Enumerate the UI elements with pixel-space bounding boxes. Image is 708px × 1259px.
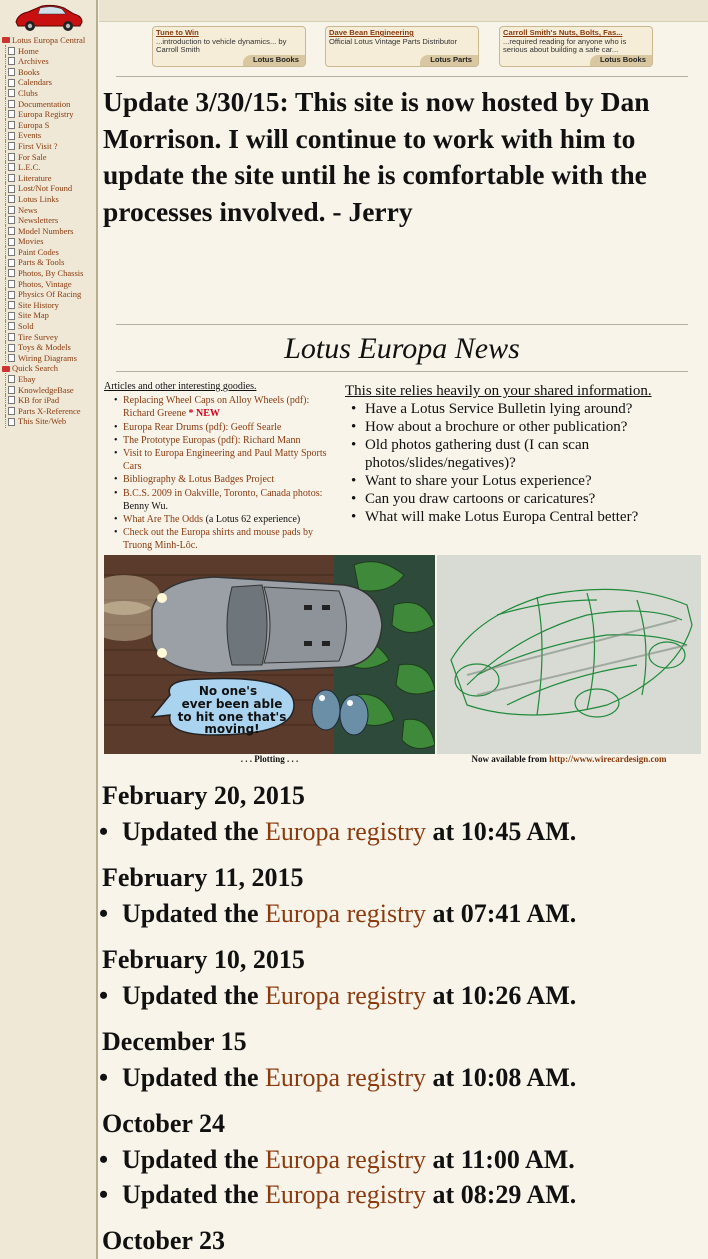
ad-dave-bean-engineering[interactable] — [325, 26, 479, 67]
document-icon — [8, 132, 15, 140]
document-icon — [8, 227, 15, 235]
articles-list — [104, 394, 334, 552]
document-icon — [8, 333, 15, 341]
document-icon — [8, 312, 15, 320]
document-icon — [8, 185, 15, 193]
shared-info-item: • Can you draw cartoons or caricatures? — [345, 490, 700, 508]
sidebar-item[interactable]: Site History — [2, 300, 98, 311]
site-tree — [2, 35, 98, 427]
update-date: February 10, 2015 — [102, 945, 305, 974]
document-icon — [8, 280, 15, 288]
ad-tune-to-win[interactable] — [152, 26, 306, 67]
europa-registry-link[interactable]: Europa registry — [265, 817, 427, 846]
ad-title[interactable]: Carroll Smith's Nuts, Bolts, Fas... — [503, 28, 623, 37]
sidebar-item[interactable]: Events — [2, 130, 98, 141]
spacer — [102, 849, 702, 860]
sidebar-item[interactable]: Clubs — [2, 88, 98, 99]
sidebar-item[interactable]: KB for iPad — [2, 395, 98, 406]
sidebar-item[interactable]: Paint Codes — [2, 247, 98, 258]
document-icon — [8, 163, 15, 171]
spacer — [102, 1212, 702, 1223]
sidebar-item[interactable]: Literature — [2, 173, 98, 184]
europa-registry-link[interactable]: Europa registry — [265, 899, 427, 928]
update-item: • Updated the Europa registry at 10:26 AM. — [102, 978, 702, 1013]
divider — [116, 324, 688, 325]
article-link[interactable]: The Prototype Europas (pdf): Richard Mann — [123, 434, 301, 446]
shared-info-list — [345, 400, 700, 526]
updates-section — [102, 778, 702, 1259]
document-icon — [8, 121, 15, 129]
sidebar-item[interactable]: Archives — [2, 56, 98, 67]
update-item: • Updated the Europa registry at 07:41 AM. — [102, 896, 702, 931]
folder-icon — [2, 366, 10, 372]
update-headline: Update 3/30/15: This site is now hosted by Dan Morrison. I will continue to work with him to update the site until he is comfortable with the processes involved. - Jerry — [103, 86, 650, 227]
europa-registry-link[interactable]: Europa registry — [265, 981, 427, 1010]
sidebar-item[interactable]: Tire Survey — [2, 332, 98, 343]
plotting-cartoon-image — [104, 555, 435, 754]
europa-registry-link[interactable]: Europa registry — [265, 1063, 427, 1092]
document-icon — [8, 269, 15, 277]
document-icon — [8, 248, 15, 256]
sidebar-item[interactable]: Model Numbers — [2, 226, 98, 237]
document-icon — [8, 396, 15, 404]
sidebar-item[interactable]: Sold — [2, 321, 98, 332]
article-item[interactable] — [104, 526, 334, 552]
article-item[interactable] — [104, 513, 334, 526]
europa-registry-link[interactable]: Europa registry — [265, 1180, 427, 1209]
ad-title[interactable]: Tune to Win — [156, 28, 199, 37]
document-icon — [8, 100, 15, 108]
bubble-line: No one's — [198, 684, 258, 698]
lotus-car-logo[interactable] — [12, 2, 84, 32]
caption-plotting: . . . Plotting . . . — [240, 754, 299, 764]
update-item: • Updated the Europa registry at 10:08 AM. — [102, 1060, 702, 1095]
sidebar-item[interactable]: Lotus Links — [2, 194, 98, 205]
top-bar — [99, 0, 708, 22]
article-item[interactable] — [104, 421, 334, 434]
sidebar-item[interactable]: Europa S — [2, 120, 98, 131]
document-icon — [8, 291, 15, 299]
sidebar-item[interactable]: Movies — [2, 236, 98, 247]
europa-registry-link[interactable]: Europa registry — [265, 1145, 427, 1174]
wire-car-sculpture-image — [437, 555, 701, 754]
sidebar-item[interactable]: L.E.C. — [2, 162, 98, 173]
ad-description: ...introduction to vehicle dynamics... by Carroll Smith — [156, 36, 287, 55]
update-date: February 20, 2015 — [102, 781, 305, 810]
ad-tag: Lotus Parts — [420, 55, 478, 66]
update-date: October 23 — [102, 1226, 225, 1255]
document-icon — [8, 216, 15, 224]
document-icon — [8, 195, 15, 203]
document-icon — [8, 110, 15, 118]
europa-car-topview — [152, 577, 382, 673]
document-icon — [8, 57, 15, 65]
article-link[interactable]: Europa Rear Drums (pdf): Geoff Searle — [123, 421, 282, 433]
sidebar-item[interactable]: Europa Registry — [2, 109, 98, 120]
update-date: February 11, 2015 — [102, 863, 304, 892]
sidebar-item[interactable]: This Site/Web — [2, 416, 98, 427]
shared-info-item: • Want to share your Lotus experience? — [345, 472, 700, 490]
sidebar-item[interactable]: News — [2, 205, 98, 216]
sidebar-item[interactable]: Parts & Tools — [2, 257, 98, 268]
ad-description: ...required reading for anyone who is serious about building a safe car... — [503, 36, 627, 55]
document-icon — [8, 142, 15, 150]
ad-nuts-bolts[interactable] — [499, 26, 653, 67]
caption-wirecar: Now available from http://www.wirecardesign.com — [471, 754, 667, 764]
ad-tag: Lotus Books — [590, 55, 652, 66]
folder-icon — [2, 37, 10, 43]
tree-root-quick-search[interactable]: Quick Search — [2, 363, 98, 374]
article-link[interactable]: B.C.S. 2009 in Oakville, Toronto, Canada photos: — [123, 487, 323, 499]
document-icon — [8, 89, 15, 97]
sidebar-item[interactable]: Site Map — [2, 310, 98, 321]
tree-root-lotus-europa-central[interactable]: Lotus Europa Central — [2, 35, 98, 46]
sidebar-item[interactable]: Books — [2, 67, 98, 78]
document-icon — [8, 259, 15, 267]
document-icon — [8, 47, 15, 55]
document-icon — [8, 386, 15, 394]
sidebar-item[interactable]: Documentation — [2, 99, 98, 110]
sidebar-item[interactable]: Ebay — [2, 374, 98, 385]
document-icon — [8, 238, 15, 246]
update-date: December 15 — [102, 1027, 247, 1056]
sidebar-item[interactable]: Calendars — [2, 77, 98, 88]
document-icon — [8, 375, 15, 383]
update-item: • Updated the Europa registry at 10:45 AM. — [102, 814, 702, 849]
article-link[interactable]: Check out the Europa shirts and mouse pads by Truong Minh-Lôc. — [123, 527, 313, 552]
article-link[interactable]: Bibliography & Lotus Badges Project — [123, 474, 275, 486]
document-icon — [8, 407, 15, 415]
spacer — [102, 1013, 702, 1024]
spacer — [102, 1095, 702, 1106]
articles-section — [104, 380, 334, 553]
document-icon — [8, 418, 15, 426]
shared-info-item: • How about a brochure or other publication? — [345, 418, 700, 436]
document-icon — [8, 153, 15, 161]
update-item: • Updated the Europa registry at 11:00 AM. — [102, 1142, 702, 1177]
ad-tag: Lotus Books — [243, 55, 305, 66]
document-icon — [8, 68, 15, 76]
article-item[interactable] — [104, 394, 334, 420]
ad-description: Official Lotus Vintage Parts Distributor — [329, 36, 458, 46]
news-heading: Lotus Europa News — [284, 332, 520, 365]
document-icon — [8, 322, 15, 330]
sidebar-item[interactable]: For Sale — [2, 152, 98, 163]
update-item: • Updated the Europa registry at 08:29 AM. — [102, 1177, 702, 1212]
document-icon — [8, 344, 15, 352]
article-item[interactable] — [104, 473, 334, 486]
shared-info-section — [345, 382, 700, 526]
divider — [116, 371, 688, 372]
document-icon — [8, 174, 15, 182]
articles-title: Articles and other interesting goodies. — [104, 381, 257, 392]
sidebar-nav — [0, 0, 98, 1259]
shared-info-item: • What will make Lotus Europa Central better? — [345, 508, 700, 526]
shared-info-item: • Old photos gathering dust (I can scan photos/slides/negatives)? — [345, 436, 700, 472]
article-item[interactable] — [104, 447, 334, 473]
update-date: October 24 — [102, 1109, 225, 1138]
article-suffix: Benny Wu. — [123, 500, 168, 512]
sidebar-item[interactable]: Photos, By Chassis — [2, 268, 98, 279]
sidebar-item[interactable]: Photos, Vintage — [2, 279, 98, 290]
sidebar-item[interactable]: Wiring Diagrams — [2, 353, 98, 364]
spacer — [102, 931, 702, 942]
document-icon — [8, 79, 15, 87]
sidebar-item[interactable]: Parts X-Reference — [2, 406, 98, 417]
ad-title[interactable]: Dave Bean Engineering — [329, 28, 414, 37]
sidebar-item[interactable]: First Visit ? — [2, 141, 98, 152]
sidebar-item[interactable]: Home — [2, 46, 98, 57]
sidebar-item[interactable]: Toys & Models — [2, 342, 98, 353]
article-link[interactable]: Visit to Europa Engineering and Paul Matty Sports Cars — [123, 448, 327, 473]
divider — [116, 76, 688, 77]
wirecardesign-link[interactable]: http://www.wirecardesign.com — [549, 754, 667, 764]
article-link[interactable]: Replacing Wheel Caps on Alloy Wheels (pdf): Richard Greene — [123, 395, 310, 420]
article-item[interactable] — [104, 434, 334, 447]
bubble-line: moving! — [204, 722, 260, 736]
shared-info-item: • Have a Lotus Service Bulletin lying around? — [345, 400, 700, 418]
sidebar-item[interactable]: Lost/Not Found — [2, 183, 98, 194]
sidebar-item[interactable]: Newsletters — [2, 215, 98, 226]
sidebar-item[interactable]: KnowledgeBase — [2, 385, 98, 396]
shared-info-title: This site relies heavily on your shared information. — [345, 383, 652, 399]
article-item[interactable] — [104, 487, 334, 513]
sidebar-item[interactable]: Physics Of Racing — [2, 289, 98, 300]
article-suffix: (a Lotus 62 experience) — [203, 514, 301, 526]
bubble-line: ever been able — [181, 697, 283, 711]
bubble-line: to hit one that's — [177, 710, 287, 724]
document-icon — [8, 301, 15, 309]
new-badge: * NEW — [188, 408, 220, 420]
document-icon — [8, 354, 15, 362]
article-link[interactable]: What Are The Odds — [123, 514, 204, 526]
document-icon — [8, 206, 15, 214]
